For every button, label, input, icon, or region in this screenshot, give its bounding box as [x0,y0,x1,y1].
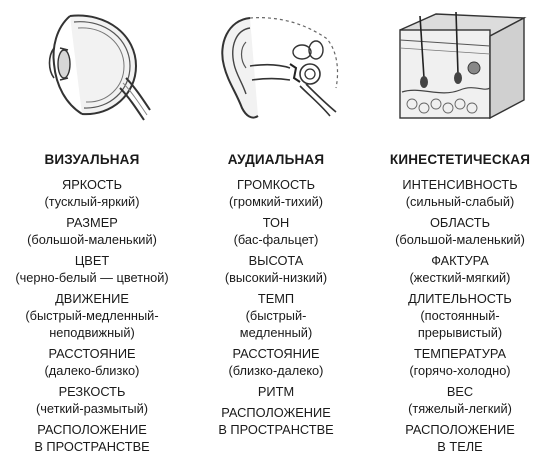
item-range: (горячо-холодно) [409,363,511,378]
item-range: (большой-маленький) [27,232,157,247]
kinesthetic-heading: КИНЕСТЕТИЧЕСКАЯ [389,152,531,167]
visual-heading: ВИЗУАЛЬНАЯ [44,152,140,167]
item-name: ОБЛАСТЬ [429,215,491,230]
list-item [0,421,184,455]
list-item [184,404,368,438]
item-name: РАССТОЯНИЕ [48,346,136,361]
item-range: (тяжелый-легкий) [408,401,512,416]
list-item [184,252,368,286]
item-name: РАСПОЛОЖЕНИЕ В ТЕЛЕ [405,422,515,454]
item-range: (бас-фальцет) [233,232,319,247]
item-name: ТЕМПЕРАТУРА [413,346,507,361]
item-range: (четкий-размытый) [35,401,149,416]
item-name: РАСПОЛОЖЕНИЕ В ПРОСТРАНСТВЕ [218,405,334,437]
item-name: ТОН [262,215,290,230]
list-item [368,252,552,286]
list-item [368,214,552,248]
audio-items [184,176,368,442]
list-item [0,383,184,417]
visual-column [0,0,184,464]
item-range: (высокий-низкий) [224,270,328,285]
list-item [0,290,184,341]
list-item [184,214,368,248]
item-name: ДЛИТЕЛЬНОСТЬ [408,291,512,306]
list-item [0,345,184,379]
list-item [368,290,552,341]
visual-items [0,176,184,459]
item-name: ДВИЖЕНИЕ [55,291,129,306]
item-name: ГРОМКОСТЬ [236,177,316,192]
item-name: РАССТОЯНИЕ [232,346,320,361]
list-item [184,290,368,341]
item-name: ТЕМП [257,291,295,306]
item-range: (постоянный- прерывистый) [417,308,503,340]
item-name: РАСПОЛОЖЕНИЕ В ПРОСТРАНСТВЕ [34,422,150,454]
audio-column [184,0,368,464]
item-range: (далеко-близко) [44,363,140,378]
skin-cross-section-icon [390,8,530,124]
item-name: ЯРКОСТЬ [61,177,123,192]
list-item [368,176,552,210]
list-item [0,214,184,248]
kinesthetic-items [368,176,552,459]
item-name: РАЗМЕР [66,215,118,230]
list-item [184,345,368,379]
list-item [0,252,184,286]
item-range: (жесткий-мягкий) [409,270,511,285]
list-item [368,383,552,417]
eye-cross-section-icon [30,8,154,124]
item-range: (громкий-тихий) [228,194,324,209]
item-name: РИТМ [257,384,295,399]
audio-heading: АУДИАЛЬНАЯ [227,152,325,167]
ear-cross-section-icon [206,8,346,124]
item-range: (большой-маленький) [395,232,525,247]
list-item [184,176,368,210]
item-range: (быстрый-медленный- неподвижный) [25,308,159,340]
item-range: (сильный-слабый) [405,194,515,209]
item-name: ВЫСОТА [248,253,304,268]
item-range: (тусклый-яркий) [44,194,140,209]
item-name: РЕЗКОСТЬ [58,384,126,399]
list-item [184,383,368,400]
list-item [368,421,552,455]
list-item [0,176,184,210]
kinesthetic-column [368,0,552,464]
item-range: (близко-далеко) [228,363,324,378]
item-range: (быстрый- медленный) [239,308,313,340]
list-item [368,345,552,379]
item-name: ЦВЕТ [74,253,110,268]
item-name: ВЕС [446,384,474,399]
item-range: (черно-белый — цветной) [15,270,169,285]
item-name: ИНТЕНСИВНОСТЬ [402,177,518,192]
item-name: ФАКТУРА [431,253,489,268]
